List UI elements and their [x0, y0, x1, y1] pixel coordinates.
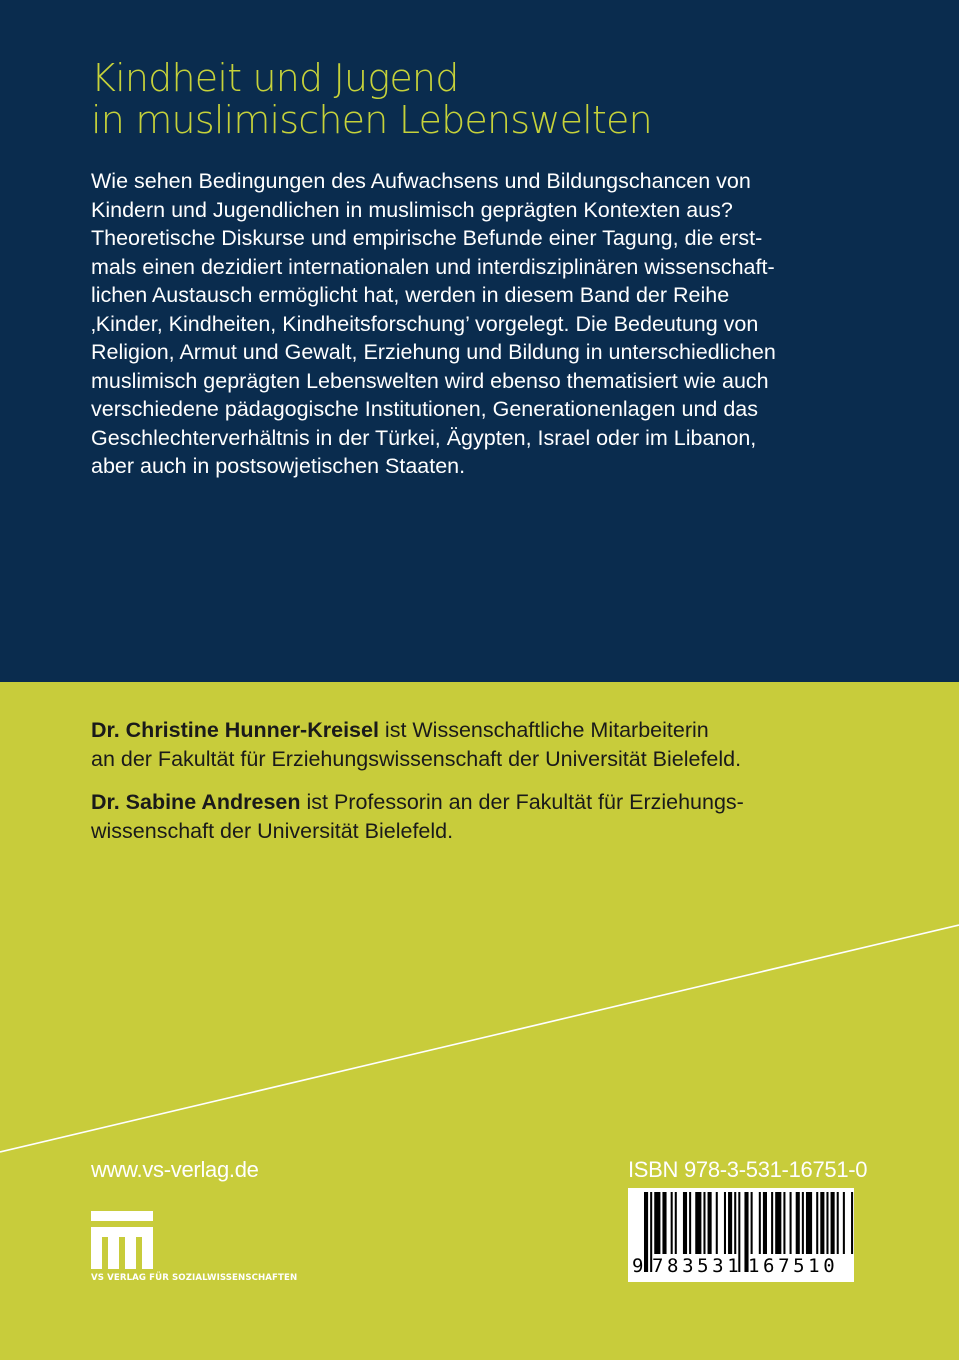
author-bio-line	[91, 716, 921, 745]
barcode-left-digits: 783531	[652, 1255, 743, 1277]
barcode-bar	[689, 1192, 691, 1254]
barcode-bar	[675, 1192, 677, 1254]
barcode-bar	[820, 1192, 824, 1254]
barcode	[628, 1188, 854, 1282]
author-bio-text: ist Wissenschaftliche Mitarbeiterin	[378, 718, 709, 742]
barcode-bar	[851, 1192, 853, 1254]
blurb-line: Kindern und Jugendlichen in muslimisch geprägten Kontexten aus?	[91, 197, 733, 222]
blurb-line: verschiedene pädagogische Institutionen, Generationenlagen und das	[91, 397, 758, 421]
barcode-bar	[790, 1192, 792, 1254]
author-bio-2	[91, 788, 921, 846]
book-title-line-2: in muslimischen Lebenswelten	[91, 98, 652, 142]
barcode-right-digits: 167510	[748, 1255, 839, 1277]
blurb-line: Religion, Armut und Gewalt, Erziehung und Bildung in unterschiedlichen	[91, 340, 776, 364]
barcode-lead-digit: 9	[632, 1255, 644, 1277]
barcode-bar	[826, 1192, 828, 1254]
barcode-bar	[751, 1192, 753, 1254]
barcode-bar	[708, 1192, 712, 1254]
barcode-bar	[763, 1192, 767, 1254]
author-bio-1	[91, 716, 921, 774]
author-name: Dr. Sabine Andresen	[91, 790, 301, 814]
blurb-line: muslimisch geprägten Lebenswelten wird ebenso thematisiert wie auch	[91, 368, 769, 393]
blurb-line: ‚Kinder, Kindheiten, Kindheitsforschung’ vorgelegt. Die Bedeutung von	[91, 311, 759, 336]
blurb-line: Theoretische Diskurse und empirische Befunde einer Tagung, die erst-	[91, 226, 763, 250]
barcode-bar	[683, 1192, 687, 1254]
author-bio-line	[91, 788, 921, 817]
author-bio-text: ist Professorin an der Fakultät für Erziehungs-	[300, 790, 744, 814]
barcode-bar	[654, 1192, 660, 1254]
publisher-website[interactable]: www.vs-verlag.de	[91, 1157, 259, 1182]
barcode-digits	[628, 1252, 854, 1280]
barcode-bar	[716, 1192, 718, 1254]
barcode-bar	[728, 1192, 732, 1254]
barcode-bar	[816, 1192, 818, 1254]
barcode-bar	[802, 1192, 804, 1254]
barcode-bar	[759, 1192, 761, 1254]
barcode-bar	[771, 1192, 773, 1254]
author-bio-line: wissenschaft der Universität Bielefeld.	[91, 819, 454, 843]
author-name: Dr. Christine Hunner-Kreisel	[91, 718, 379, 742]
barcode-bar	[831, 1192, 835, 1254]
blurb-line: lichen Austausch ermöglicht hat, werden in diesem Band der Reihe	[91, 283, 730, 307]
vs-verlag-logo-icon	[91, 1211, 153, 1269]
blurb-line: Geschlechterverhältnis in der Türkei, Ägypten, Israel oder im Libanon,	[91, 425, 757, 450]
blurb-line: mals einen dezidiert internationalen und interdisziplinären wissenschaft-	[91, 254, 775, 279]
barcode-bar	[806, 1192, 812, 1254]
blurb-paragraph	[91, 167, 921, 481]
barcode-bar	[843, 1192, 845, 1254]
barcode-bar	[671, 1192, 673, 1254]
barcode-bar	[662, 1192, 666, 1254]
barcode-bar	[734, 1192, 736, 1254]
blurb-line: Wie sehen Bedingungen des Aufwachsens und Bildungschancen von	[91, 169, 751, 193]
barcode-bar	[703, 1192, 705, 1254]
publisher-name: VS VERLAG FÜR SOZIALWISSENSCHAFTEN	[91, 1273, 298, 1283]
barcode-bar	[796, 1192, 800, 1254]
book-title-line-1: Kindheit und Jugend	[91, 56, 459, 100]
barcode-bar	[837, 1192, 839, 1254]
isbn-label: ISBN 978-3-531-16751-0	[628, 1157, 868, 1182]
barcode-bar	[783, 1192, 785, 1254]
barcode-bar	[775, 1192, 781, 1254]
barcode-bar	[695, 1192, 701, 1254]
barcode-bar	[724, 1192, 726, 1254]
blurb-line: aber auch in postsowjetischen Staaten.	[91, 454, 466, 478]
author-bio-line: an der Fakultät für Erziehungswissenschaft der Universität Bielefeld.	[91, 747, 742, 771]
